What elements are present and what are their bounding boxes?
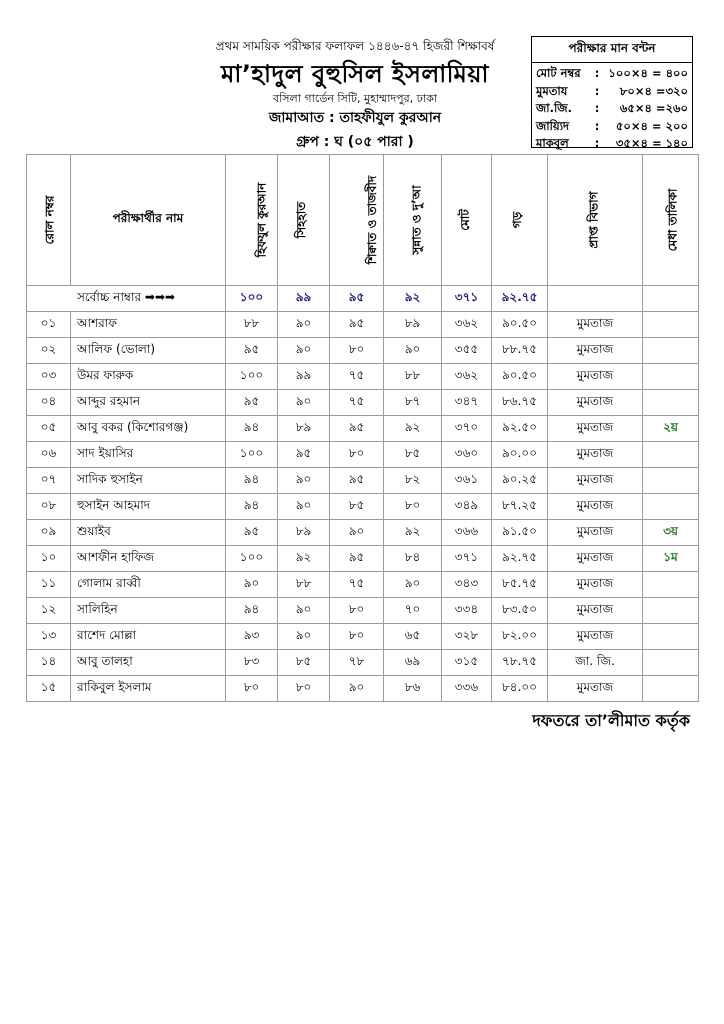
shiqat-cell: ৭৫: [330, 364, 384, 390]
average-cell: ৯২.৭৫: [492, 546, 548, 572]
shiqat-cell: ৭৫: [330, 390, 384, 416]
average-cell: ৮৫.৭৫: [492, 572, 548, 598]
average-cell: ৯২.৫০: [492, 416, 548, 442]
sihhat-cell: ৯০: [278, 390, 330, 416]
shiqat-cell: ৭৫: [330, 572, 384, 598]
shiqat-cell: ৮০: [330, 442, 384, 468]
highest-sihhat: ৯৯: [278, 286, 330, 312]
header-sihhat-text: সিহহাত: [294, 201, 309, 239]
table-row: [27, 572, 699, 598]
roll-cell: ০৭: [27, 468, 71, 494]
shiqat-cell: ৮০: [330, 624, 384, 650]
distribution-row: [536, 65, 688, 83]
sihhat-cell: ৯০: [278, 468, 330, 494]
table-row: [27, 650, 699, 676]
sihhat-cell: ৯৯: [278, 364, 330, 390]
total-cell: ৩১৫: [442, 650, 492, 676]
roll-cell: ১১: [27, 572, 71, 598]
average-cell: ৯০.৫০: [492, 364, 548, 390]
table-row: [27, 468, 699, 494]
hifz-cell: ১০০: [226, 364, 278, 390]
roll-cell: ১৫: [27, 676, 71, 702]
shiqat-cell: ৮০: [330, 338, 384, 364]
name-cell: আবু বকর (কিশোরগঞ্জ): [71, 416, 226, 442]
average-cell: ৮২.০০: [492, 624, 548, 650]
distribution-value: ৮০×৪ =৩২০: [619, 83, 688, 98]
distribution-label: মাকবূল: [536, 136, 569, 150]
sihhat-cell: ৮৯: [278, 520, 330, 546]
hifz-cell: ৮৩: [226, 650, 278, 676]
highest-sunnat: ৯২: [384, 286, 442, 312]
shiqat-cell: ৯৫: [330, 416, 384, 442]
distribution-value: ৫০×৪ = ২০০: [615, 118, 688, 133]
sihhat-cell: ৯০: [278, 338, 330, 364]
roll-cell: ১২: [27, 598, 71, 624]
merit-cell: [643, 624, 699, 650]
hifz-cell: ৯৫: [226, 520, 278, 546]
header-merit: [643, 155, 699, 286]
name-cell: হুসাইন আহমাদ: [71, 494, 226, 520]
institution-address: বসিলা গার্ডেন সিটি, মুহাম্মাদপুর, ঢাকা: [273, 92, 437, 105]
name-cell: আব্দুর রহমান: [71, 390, 226, 416]
sihhat-cell: ৮৯: [278, 416, 330, 442]
distribution-colon: :: [594, 118, 600, 133]
division-cell: মুমতাজ: [548, 364, 643, 390]
table-row: [27, 442, 699, 468]
merit-cell: [643, 442, 699, 468]
header-hifz-text: হিফযুল কুরআন: [254, 182, 269, 258]
jamaat-label: জামাআত : তাহফীযুল কুরআন: [268, 110, 442, 126]
division-cell: মুমতাজ: [548, 338, 643, 364]
total-cell: ৩৬০: [442, 442, 492, 468]
highest-average: ৯২.৭৫: [492, 286, 548, 312]
header-division: [548, 155, 643, 286]
merit-cell: [643, 312, 699, 338]
roll-cell: ১৪: [27, 650, 71, 676]
total-cell: ৩৬১: [442, 468, 492, 494]
distribution-label: মুমতায: [536, 83, 568, 98]
merit-cell: [643, 468, 699, 494]
hifz-cell: ৯৩: [226, 624, 278, 650]
division-cell: মুমতাজ: [548, 468, 643, 494]
sunnat-cell: ৯০: [384, 572, 442, 598]
distribution-label: জায়্যিদ: [536, 118, 570, 133]
marks-distribution-box: [531, 36, 693, 148]
merit-cell: ১ম: [643, 546, 699, 572]
table-header-row: [27, 155, 699, 286]
sunnat-cell: ৮৪: [384, 546, 442, 572]
sihhat-cell: ৯০: [278, 312, 330, 338]
distribution-row: [536, 118, 688, 136]
sunnat-cell: ৭০: [384, 598, 442, 624]
shiqat-cell: ৮০: [330, 598, 384, 624]
sihhat-cell: ৯৫: [278, 442, 330, 468]
header-name-text: পরীক্ষার্থীর নাম: [112, 211, 184, 225]
merit-cell: [643, 676, 699, 702]
header-sunnat-text: সুন্নাত ও দু’আ: [409, 185, 424, 255]
sihhat-cell: ৯০: [278, 598, 330, 624]
division-cell: মুমতাজ: [548, 572, 643, 598]
sunnat-cell: ৮৮: [384, 364, 442, 390]
distribution-value: ৬৫×৪ =২৬০: [619, 101, 688, 115]
header-division-text: প্রাপ্ত বিভাগ: [586, 191, 600, 249]
sunnat-cell: ৮২: [384, 468, 442, 494]
merit-cell: ২য়: [643, 416, 699, 442]
sunnat-cell: ৬৫: [384, 624, 442, 650]
name-cell: আবু তালহা: [71, 650, 226, 676]
division-cell: মুমতাজ: [548, 546, 643, 572]
name-cell: রাকিবুল ইসলাম: [71, 676, 226, 702]
merit-cell: [643, 598, 699, 624]
hifz-cell: ৮০: [226, 676, 278, 702]
merit-cell: [643, 650, 699, 676]
name-cell: আশরাফ: [71, 312, 226, 338]
hifz-cell: ৯০: [226, 572, 278, 598]
roll-cell: ০৪: [27, 390, 71, 416]
roll-cell: ১৩: [27, 624, 71, 650]
division-cell: মুমতাজ: [548, 598, 643, 624]
merit-cell: [643, 494, 699, 520]
average-cell: ৮৪.০০: [492, 676, 548, 702]
distribution-colon: :: [594, 101, 600, 115]
roll-cell: ০৫: [27, 416, 71, 442]
marks-distribution-list: [536, 65, 688, 153]
shiqat-cell: ৯৫: [330, 546, 384, 572]
institution-name: মা’হাদুল বুহুসিল ইসলামিয়া: [221, 60, 489, 88]
shiqat-cell: ৯৫: [330, 312, 384, 338]
distribution-value: ৩৫×৪ = ১৪০: [615, 136, 688, 150]
total-cell: ৩৪৯: [442, 494, 492, 520]
average-cell: ৮৮.৭৫: [492, 338, 548, 364]
total-cell: ৩৭০: [442, 416, 492, 442]
highest-shiqat: ৯৫: [330, 286, 384, 312]
name-cell: রাশেদ মোল্লা: [71, 624, 226, 650]
average-cell: ৭৮.৭৫: [492, 650, 548, 676]
hifz-cell: ৯৫: [226, 390, 278, 416]
highest-hifz: ১০০: [226, 286, 278, 312]
hifz-cell: ৯৪: [226, 468, 278, 494]
total-cell: ৩৭১: [442, 546, 492, 572]
highest-marks-label: সর্বোচ্চ নাম্বার ➡➡➡: [27, 286, 226, 312]
distribution-value: ১০০×৪ = ৪০০: [608, 66, 688, 80]
roll-cell: ০৬: [27, 442, 71, 468]
sihhat-cell: ৮৫: [278, 650, 330, 676]
sunnat-cell: ৮০: [384, 494, 442, 520]
division-cell: মুমতাজ: [548, 676, 643, 702]
average-cell: ৯১.৫০: [492, 520, 548, 546]
shiqat-cell: ৯৫: [330, 468, 384, 494]
table-row: [27, 338, 699, 364]
shiqat-cell: ৮৫: [330, 494, 384, 520]
distribution-row: [536, 135, 688, 153]
table-row: [27, 676, 699, 702]
sihhat-cell: ৮৮: [278, 572, 330, 598]
division-cell: মুমতাজ: [548, 312, 643, 338]
division-cell: জা. জি.: [548, 650, 643, 676]
total-cell: ৩৪৩: [442, 572, 492, 598]
hifz-cell: ১০০: [226, 442, 278, 468]
sihhat-cell: ৯০: [278, 494, 330, 520]
issuer-signature-line: দফতরে তা’লীমাত কর্তৃক: [532, 711, 690, 730]
division-cell: মুমতাজ: [548, 390, 643, 416]
sihhat-cell: ৮০: [278, 676, 330, 702]
sihhat-cell: ৯০: [278, 624, 330, 650]
highest-division-empty: [548, 286, 643, 312]
total-cell: ৩৩৬: [442, 676, 492, 702]
hifz-cell: ৯৪: [226, 598, 278, 624]
exam-title-line: প্রথম সাময়িক পরীক্ষার ফলাফল ১৪৪৬-৪৭ হিজরী শিক্ষাবর্ষ: [215, 39, 495, 53]
table-row: [27, 390, 699, 416]
header-merit-text: মেধা তালিকা: [665, 188, 680, 252]
table-row: [27, 520, 699, 546]
total-cell: ৩২৮: [442, 624, 492, 650]
table-row: [27, 364, 699, 390]
header-roll-text: রোল নম্বর: [42, 195, 57, 245]
division-cell: মুমতাজ: [548, 416, 643, 442]
sunnat-cell: ৯২: [384, 416, 442, 442]
name-cell: সাদিক হুসাইন: [71, 468, 226, 494]
total-cell: ৩৬২: [442, 312, 492, 338]
sunnat-cell: ৮৯: [384, 312, 442, 338]
average-cell: ৯০.৫০: [492, 312, 548, 338]
highest-merit-empty: [643, 286, 699, 312]
group-label: গ্রুপ : ঘ (০৫ পারা ): [296, 134, 414, 150]
name-cell: শুয়াইব: [71, 520, 226, 546]
total-cell: ৩৬৬: [442, 520, 492, 546]
table-row: [27, 624, 699, 650]
sunnat-cell: ৬৯: [384, 650, 442, 676]
shiqat-cell: ৯০: [330, 676, 384, 702]
table-row: [27, 546, 699, 572]
distribution-colon: :: [594, 66, 600, 80]
total-cell: ৩৫৫: [442, 338, 492, 364]
sunnat-cell: ৯২: [384, 520, 442, 546]
distribution-row: [536, 83, 688, 101]
hifz-cell: ৯৪: [226, 416, 278, 442]
distribution-colon: :: [594, 136, 600, 150]
average-cell: ৯০.০০: [492, 442, 548, 468]
table-row: [27, 598, 699, 624]
roll-cell: ০৩: [27, 364, 71, 390]
roll-cell: ০২: [27, 338, 71, 364]
sunnat-cell: ৮৫: [384, 442, 442, 468]
hifz-cell: ৮৮: [226, 312, 278, 338]
roll-cell: ০১: [27, 312, 71, 338]
table-row: [27, 416, 699, 442]
division-cell: মুমতাজ: [548, 494, 643, 520]
merit-cell: ৩য়: [643, 520, 699, 546]
average-cell: ৯০.২৫: [492, 468, 548, 494]
table-row: [27, 312, 699, 338]
header-total-text: মোট: [457, 209, 472, 231]
division-cell: মুমতাজ: [548, 624, 643, 650]
name-cell: সাদ ইয়াসির: [71, 442, 226, 468]
sunnat-cell: ৮৬: [384, 676, 442, 702]
hifz-cell: ৯৪: [226, 494, 278, 520]
average-cell: ৮৬.৭৫: [492, 390, 548, 416]
name-cell: উমর ফারুক: [71, 364, 226, 390]
shiqat-cell: ৭৮: [330, 650, 384, 676]
header-sunnat: [384, 155, 442, 286]
header-sihhat: [278, 155, 330, 286]
result-table: [26, 154, 699, 702]
header-total: [442, 155, 492, 286]
roll-cell: ০৮: [27, 494, 71, 520]
merit-cell: [643, 390, 699, 416]
merit-cell: [643, 572, 699, 598]
table-row: [27, 494, 699, 520]
division-cell: মুমতাজ: [548, 442, 643, 468]
average-cell: ৮৩.৫০: [492, 598, 548, 624]
header-hifz: [226, 155, 278, 286]
sunnat-cell: ৮৭: [384, 390, 442, 416]
header-shiqat: [330, 155, 384, 286]
marks-distribution-title: পরীক্ষার মান বন্টন: [532, 40, 692, 63]
header-roll: [27, 155, 71, 286]
highest-total: ৩৭১: [442, 286, 492, 312]
hifz-cell: ৯৫: [226, 338, 278, 364]
header-shiqat-text: শিক্বাত ও তাজবীদ: [365, 175, 380, 265]
sihhat-cell: ৯২: [278, 546, 330, 572]
distribution-colon: :: [594, 83, 600, 98]
name-cell: আশফীন হাফিজ: [71, 546, 226, 572]
roll-cell: ০৯: [27, 520, 71, 546]
merit-cell: [643, 364, 699, 390]
total-cell: ৩৪৭: [442, 390, 492, 416]
hifz-cell: ১০০: [226, 546, 278, 572]
header-average-text: গড়: [510, 211, 525, 229]
distribution-label: মোট নম্বর: [536, 66, 581, 80]
roll-cell: ১০: [27, 546, 71, 572]
division-cell: মুমতাজ: [548, 520, 643, 546]
total-cell: ৩৩৪: [442, 598, 492, 624]
highest-marks-row: [27, 286, 699, 312]
average-cell: ৮৭.২৫: [492, 494, 548, 520]
name-cell: আলিফ (ভোলা): [71, 338, 226, 364]
distribution-label: জা.জি.: [536, 101, 572, 115]
total-cell: ৩৬২: [442, 364, 492, 390]
name-cell: গোলাম রাব্বী: [71, 572, 226, 598]
sunnat-cell: ৯০: [384, 338, 442, 364]
merit-cell: [643, 338, 699, 364]
header-name: [71, 155, 226, 286]
shiqat-cell: ৯০: [330, 520, 384, 546]
name-cell: সালিহিন: [71, 598, 226, 624]
distribution-row: [536, 100, 688, 118]
header-average: [492, 155, 548, 286]
